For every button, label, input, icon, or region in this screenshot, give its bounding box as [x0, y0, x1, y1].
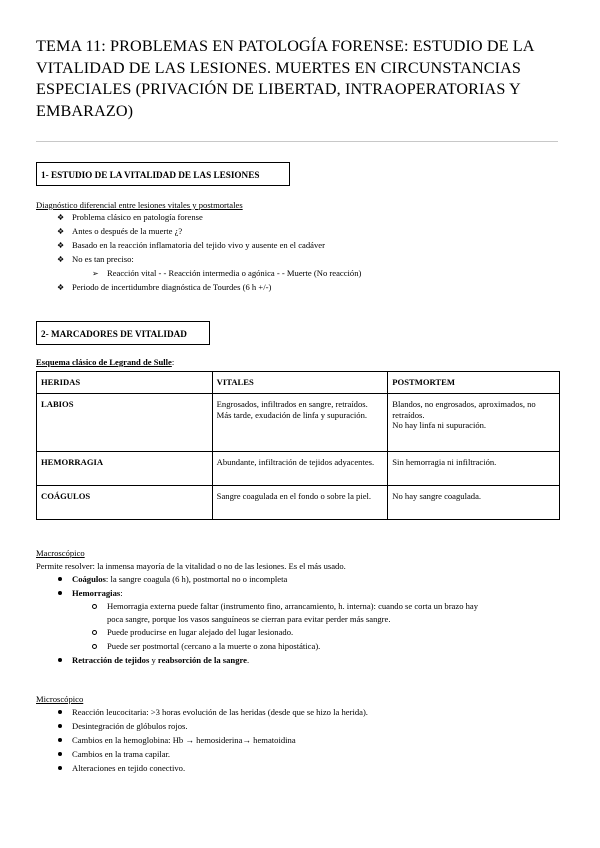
circle-bullet-icon — [92, 604, 97, 609]
table-cell: No hay sangre coagulada. — [388, 486, 560, 520]
list-item — [72, 588, 123, 599]
section2-heading: 2- MARCADORES DE VITALIDAD — [36, 321, 210, 345]
list-item: Cambios en la trama capilar. — [72, 749, 171, 759]
column-header: VITALES — [212, 372, 388, 394]
table-cell: Engrosados, infiltrados en sangre, retraídos. Más tarde, exudación de linfa y supuración. — [212, 394, 388, 452]
table-row — [37, 394, 560, 452]
row-label: HEMORRAGIA — [37, 452, 213, 486]
reabsorcion-label: reabsorción de la sangre — [157, 655, 247, 665]
list-subitem: Puede producirse en lugar alejado del lugar lesionado. — [107, 627, 294, 637]
macro-intro: Permite resolver: la inmensa mayoría de la vitalidad o no de las lesiones. Es el más usado. — [36, 561, 346, 571]
row-label: COÁGULOS — [37, 486, 213, 520]
diamond-bullet-icon: ❖ — [57, 283, 65, 292]
bullet-icon — [58, 738, 62, 742]
table-caption — [36, 357, 174, 368]
bullet-icon — [58, 724, 62, 728]
list-item: Antes o después de la muerte ¿? — [72, 226, 183, 236]
retraccion-suffix: . — [246, 655, 250, 665]
list-item: Periodo de incertidumbre diagnóstica de Tourdes (6 h +/-) — [72, 282, 272, 292]
list-item: Alteraciones en tejido conectivo. — [72, 763, 186, 773]
bullet-icon — [58, 766, 62, 770]
list-subitem: Reacción vital - - Reacción intermedia o agónica - - Muerte (No reacción) — [107, 268, 362, 278]
page-title: TEMA 11: PROBLEMAS EN PATOLOGÍA FORENSE: ESTUDIO DE LA VITALIDAD DE LAS LESIONES. MUERTES EN CIRCUNSTANCIAS ESPECIALES (PRIVACIÓN DE LIBERTAD, INTRAOPERATORIAS Y EMBARAZO) — [36, 37, 534, 120]
title-divider — [36, 141, 558, 142]
list-item: Cambios en la hemoglobina: Hb → hemosiderina→ hematoidina — [72, 735, 296, 745]
list-subitem: Hemorragia externa puede faltar (instrumento fino, arrancamiento, h. interna): cuando se corta un brazo hay — [107, 601, 479, 611]
section1-subheading: Diagnóstico diferencial entre lesiones vitales y postmortales — [36, 200, 243, 210]
diamond-bullet-icon: ❖ — [57, 241, 65, 250]
micro-heading: Microscópico — [36, 694, 84, 704]
bullet-icon — [58, 591, 62, 595]
bullet-icon — [58, 710, 62, 714]
table-row — [37, 486, 560, 520]
bullet-icon — [58, 752, 62, 756]
column-header: HERIDAS — [37, 372, 213, 394]
diamond-bullet-icon: ❖ — [57, 255, 65, 264]
list-item: Desintegración de glóbulos rojos. — [72, 721, 188, 731]
coagulos-label: Coágulos — [72, 574, 106, 584]
table-cell: Abundante, infiltración de tejidos adyacentes. — [212, 452, 388, 486]
list-item: Reacción leucocitaria: >3 horas evolución de las heridas (desde que se hizo la herida). — [72, 707, 368, 717]
list-item: No es tan preciso: — [72, 254, 134, 264]
arrow-bullet-icon: ➢ — [92, 269, 99, 278]
retraccion-label: Retracción de tejidos — [72, 655, 150, 665]
row-label: LABIOS — [37, 394, 213, 452]
table-header-row — [37, 372, 560, 394]
coagulos-text: : la sangre coagula (6 h), postmortal no o incompleta — [105, 574, 288, 584]
list-item — [72, 574, 287, 585]
table-cell: Sin hemorragia ni infiltración. — [388, 452, 560, 486]
table-caption-suffix: : — [171, 357, 175, 367]
table-cell: Sangre coagulada en el fondo o sobre la piel. — [212, 486, 388, 520]
column-header: POSTMORTEM — [388, 372, 560, 394]
list-subitem: Puede ser postmortal (cercano a la muerte o zona hipostática). — [107, 641, 321, 651]
hemorragias-label: Hemorragias — [72, 588, 121, 598]
section1-heading: 1- ESTUDIO DE LA VITALIDAD DE LAS LESIONES — [36, 162, 290, 186]
diamond-bullet-icon: ❖ — [57, 213, 65, 222]
bullet-icon — [58, 658, 62, 662]
list-item — [72, 655, 249, 666]
macro-heading: Macroscópico — [36, 548, 85, 558]
diamond-bullet-icon: ❖ — [57, 227, 65, 236]
list-item: Basado en la reacción inflamatoria del tejido vivo y ausente en el cadáver — [72, 240, 325, 250]
hemorragias-suffix: : — [120, 588, 123, 598]
table-caption-text: Esquema clásico de Legrand de Sulle — [36, 357, 172, 367]
bullet-icon — [58, 577, 62, 581]
table-row — [37, 452, 560, 486]
table-cell: Blandos, no engrosados, aproximados, no retraídos. No hay linfa ni supuración. — [388, 394, 560, 452]
list-item: Problema clásico en patología forense — [72, 212, 203, 222]
vitality-table — [36, 371, 560, 520]
circle-bullet-icon — [92, 630, 97, 635]
circle-bullet-icon — [92, 644, 97, 649]
retraccion-connector: y — [149, 655, 158, 665]
list-subitem-continuation: poca sangre, porque los vasos sanguíneos se cierran para evitar perder más sangre. — [107, 614, 391, 624]
